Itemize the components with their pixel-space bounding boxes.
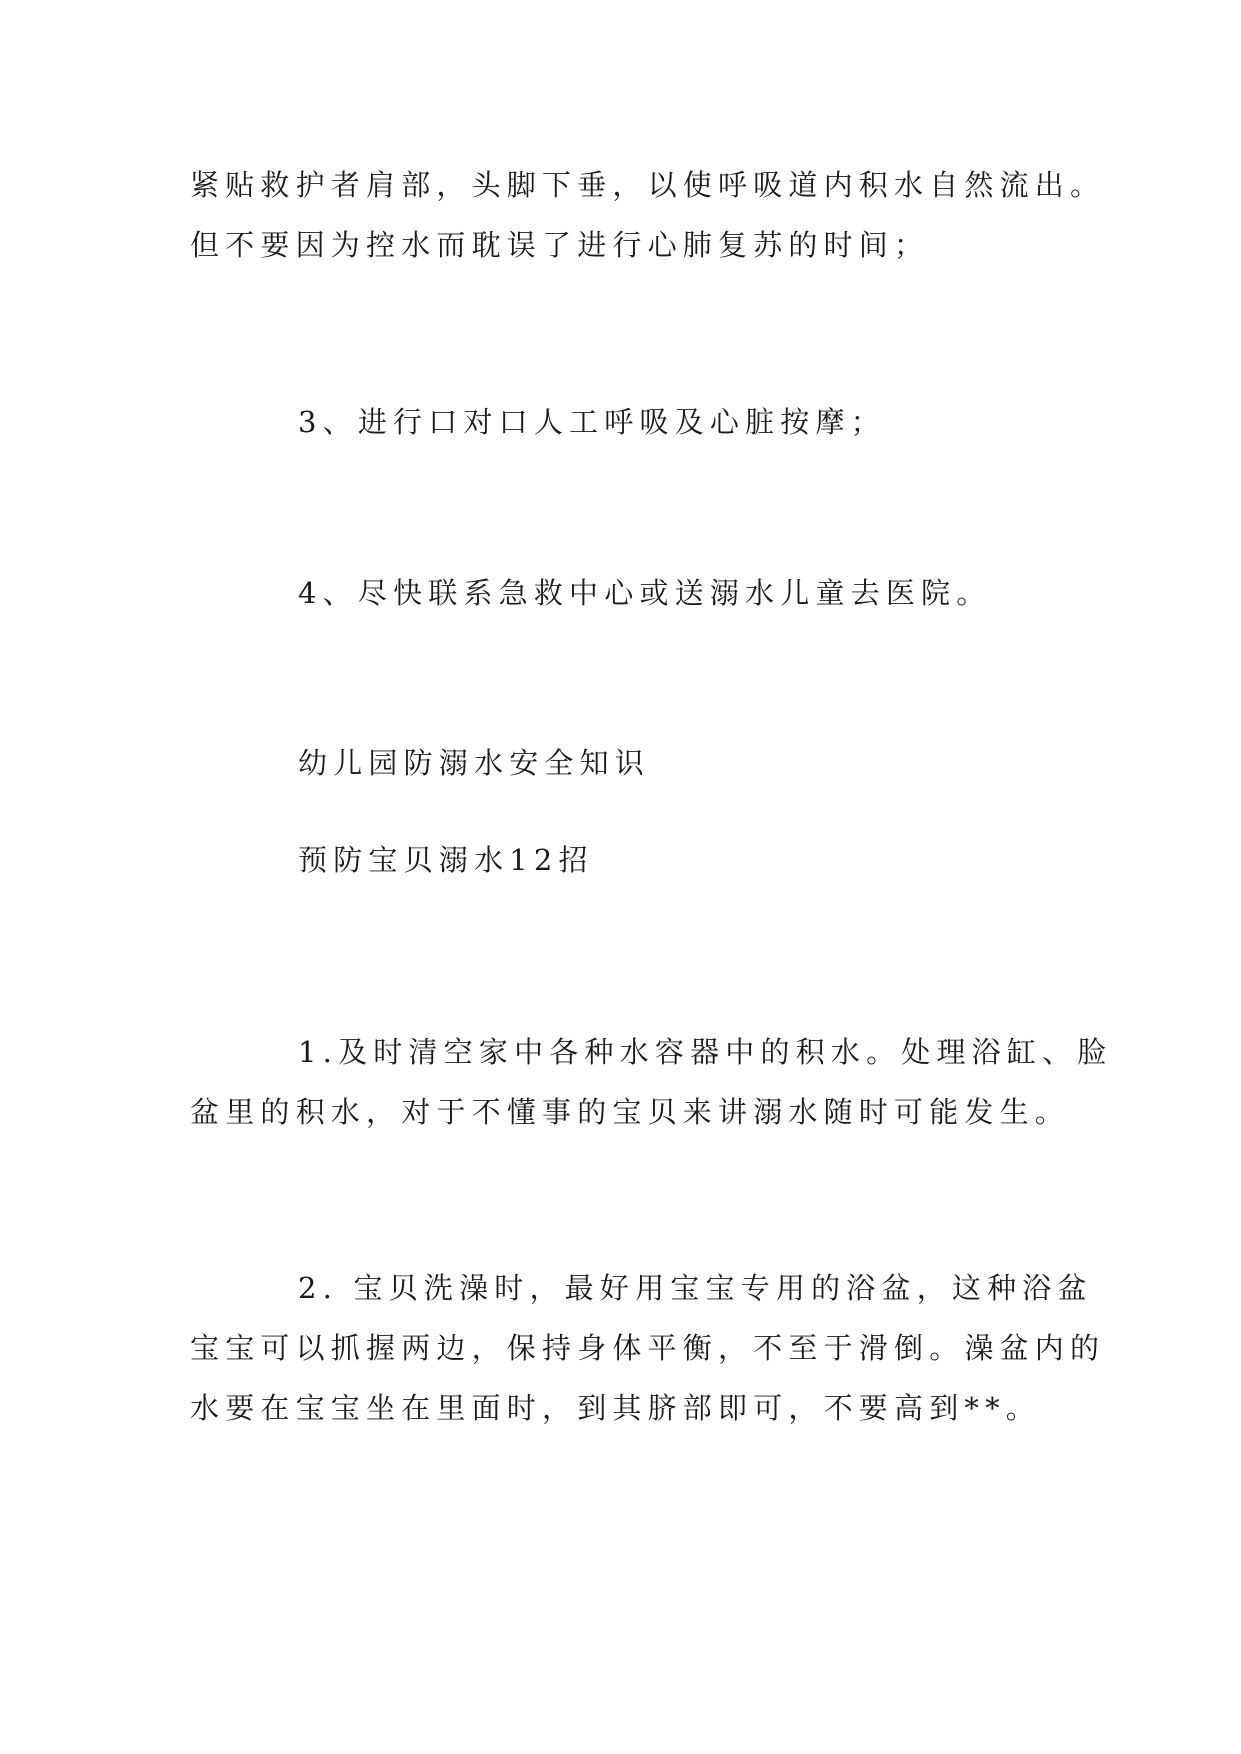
text-line: 宝宝可以抓握两边，保持身体平衡，不至于滑倒。澡盆内的	[190, 1331, 1106, 1365]
paragraph-step-3	[190, 392, 1070, 452]
text-line: 紧贴救护者肩部，头脚下垂，以使呼吸道内积水自然流出。	[190, 168, 1106, 202]
text-line: 盆里的积水，对于不懂事的宝贝来讲溺水随时可能发生。	[190, 1095, 1071, 1129]
paragraph-continuation	[190, 155, 1106, 275]
subheading	[190, 830, 1070, 890]
text-line: 幼儿园防溺水安全知识	[298, 746, 651, 780]
section-heading	[190, 733, 1070, 793]
text-line: 但不要因为控水而耽误了进行心肺复苏的时间；	[190, 228, 930, 262]
paragraph-tip-1	[190, 1022, 1113, 1142]
text-line: 预防宝贝溺水12招	[298, 843, 594, 877]
text-line: 3、进行口对口人工呼吸及心脏按摩；	[298, 405, 886, 439]
text-line: 1.及时清空家中各种水容器中的积水。处理浴缸、脸	[298, 1035, 1113, 1069]
text-line: 2. 宝贝洗澡时，最好用宝宝专用的浴盆，这种浴盆	[298, 1271, 1093, 1305]
paragraph-step-4	[190, 563, 1070, 623]
text-line: 4、尽快联系急救中心或送溺水儿童去医院。	[298, 576, 992, 610]
paragraph-tip-2	[190, 1258, 1106, 1438]
text-line: 水要在宝宝坐在里面时，到其脐部即可，不要高到**。	[190, 1391, 1042, 1425]
